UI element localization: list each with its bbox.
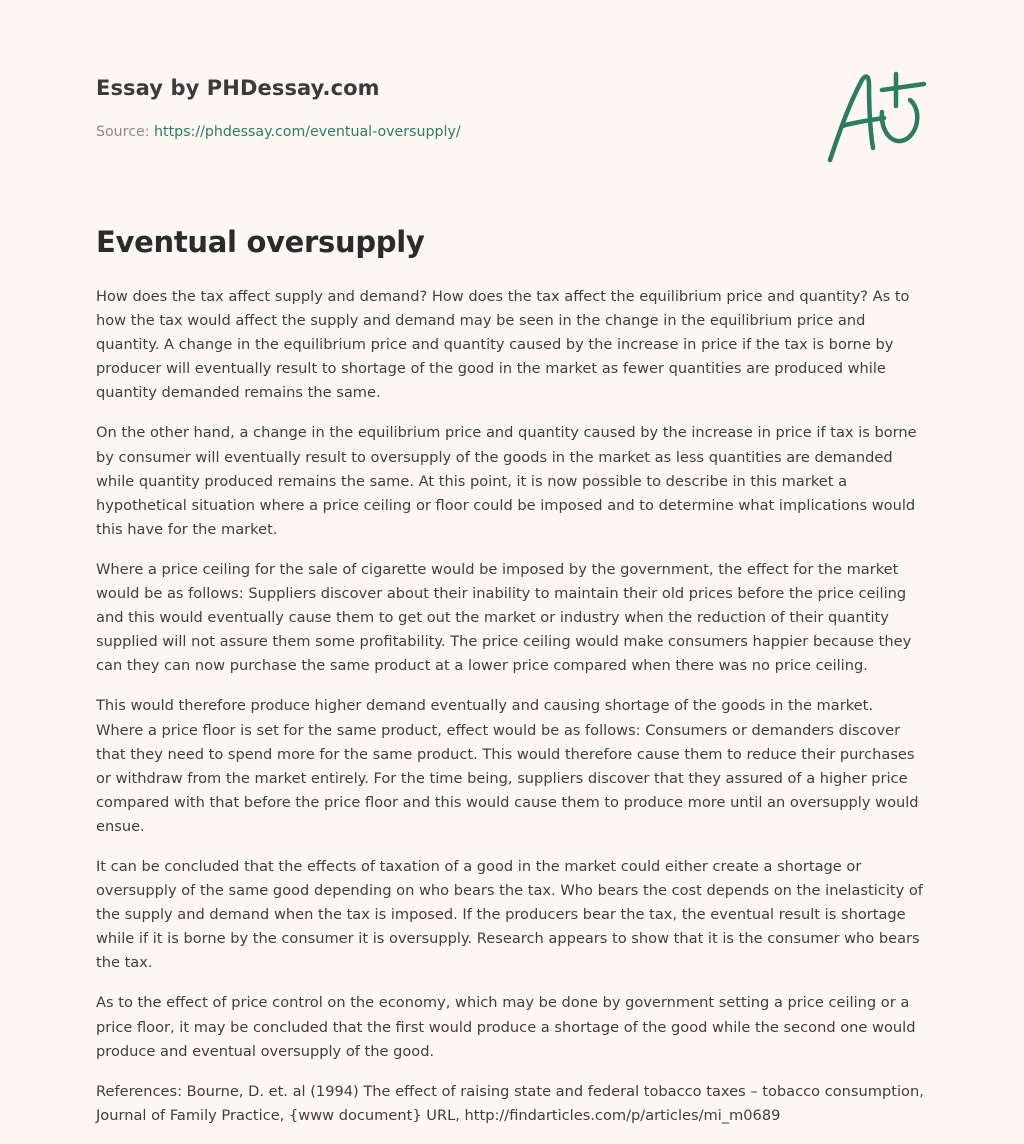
source-line	[96, 124, 461, 140]
essay-body	[96, 285, 924, 1144]
essay-paragraph: Where a price ceiling for the sale of cigarette would be imposed by the government, the effect for the market would be as follows: Suppliers discover about their inability to maintain their old prices before the price ceiling and this would eventually cause them to get out the market or industry when the reduction of their quantity supplied will not assure them some profitability. The price ceiling would make consumers happier because they can they can now purchase the same product at a lower price compared when there was no price ceiling.	[96, 560, 912, 675]
source-label: Source:	[96, 124, 150, 140]
essay-paragraph: This would therefore produce higher demand eventually and causing shortage of the goods in the market. Where a price floor is set for the same product, effect would be as follows: Consumers or demanders discover that they need to spend more for the same product. This would therefore cause them to reduce their purchases or withdraw from the market entirely. For the time being, suppliers discover that they assured of a higher price compared with that before the price floor and this would cause them to produce more until an oversupply would ensue.	[96, 697, 919, 835]
essay-paragraph: As to the effect of price control on the economy, which may be done by government setting a price ceiling or a price floor, it may be concluded that the first would produce a shortage of the good while the second one would produce and eventual oversupply of the good.	[96, 994, 916, 1060]
essay-paragraph: How does the tax affect supply and demand? How does the tax affect the equilibrium price and quantity? As to how the tax would affect the supply and demand may be seen in the change in the equilibrium price and quantity. A change in the equilibrium price and quantity caused by the increase in price if the tax is borne by producer will eventually result to shortage of the good in the market as fewer quantities are produced while quantity demanded remains the same.	[96, 288, 910, 402]
a-plus-logo-icon	[826, 68, 928, 166]
page-header	[96, 76, 928, 166]
essay-paragraph: It can be concluded that the effects of taxation of a good in the market could either create a shortage or oversupply of the same good depending on who bears the tax. Who bears the cost depends on the inelasticity of the supply and demand when the tax is imposed. If the producers bear the tax, the eventual result is shortage while if it is borne by the consumer it is oversupply. Research appears to show that it is the consumer who bears the tax.	[96, 857, 923, 972]
essay-paragraph: On the other hand, a change in the equilibrium price and quantity caused by the increase in price if tax is borne by consumer will eventually result to oversupply of the goods in the market as less quantities are demanded while quantity produced remains the same. At this point, it is now possible to describe in this market a hypothetical situation where a price ceiling or floor could be imposed and to determine what implications would this have for the market.	[96, 424, 917, 538]
essay-title: Eventual oversupply	[96, 225, 425, 259]
site-brand: Essay by PHDessay.com	[96, 76, 380, 100]
source-link[interactable]: https://phdessay.com/eventual-oversupply/	[154, 124, 461, 140]
references-paragraph: References: Bourne, D. et. al (1994) The effect of raising state and federal tobacco taxes – tobacco consumption, Journal of Family Practice, {www document} URL, http://findarticles.com/p/articles/mi_m0689	[96, 1082, 924, 1124]
